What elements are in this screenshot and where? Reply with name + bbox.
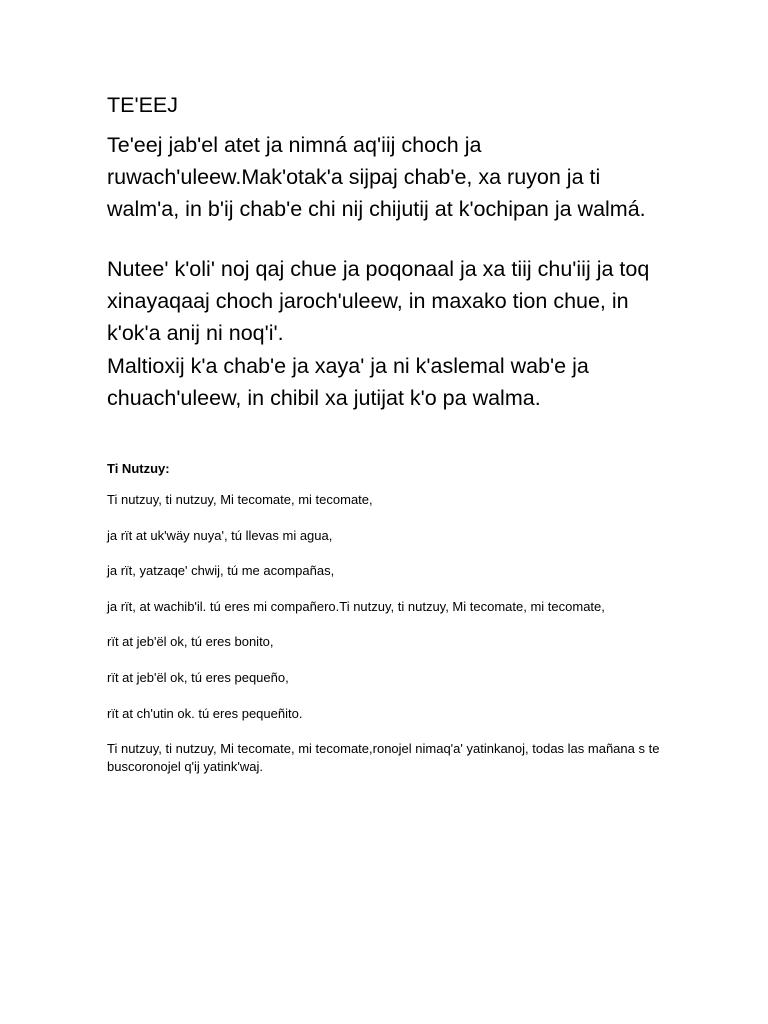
song-line-5: rït at jeb'ël ok, tú eres bonito, xyxy=(107,634,274,649)
song-line-1: Ti nutzuy, ti nutzuy, Mi tecomate, mi tecomate, xyxy=(107,492,373,507)
song-line-7: rït at ch'utin ok. tú eres pequeñito. xyxy=(107,706,303,721)
song-heading: Ti Nutzuy: xyxy=(107,461,170,476)
paragraph-3: Maltioxij k'a chab'e ja xaya' ja ni k'aslemal wab'e ja chuach'uleew, in chibil xa jutijat k'o pa walma. xyxy=(107,354,589,410)
document-title: TE'EEJ xyxy=(107,93,179,117)
song-line-4: ja rït, at wachib'il. tú eres mi compañero.Ti nutzuy, ti nutzuy, Mi tecomate, mi tecomate, xyxy=(107,599,605,614)
song-line-3: ja rït, yatzaqe' chwij, tú me acompañas, xyxy=(107,563,335,578)
song-line-2: ja rït at uk'wäy nuya', tú llevas mi agua, xyxy=(107,528,333,543)
song-line-8: Ti nutzuy, ti nutzuy, Mi tecomate, mi tecomate,ronojel nimaq'a' yatinkanoj, todas las mañana s te buscoronojel q'ij yatink'waj. xyxy=(107,741,660,774)
paragraph-2: Nutee' k'oli' noj qaj chue ja poqonaal ja xa tiij chu'iij ja toq xinayaqaaj choch jaroch'uleew, in maxako tion chue, in k'ok'a anij ni noq'i'. xyxy=(107,257,650,345)
paragraph-1: Te'eej jab'el atet ja nimná aq'iij choch ja ruwach'uleew.Mak'otak'a sijpaj chab'e, xa ruyon ja ti walm'a, in b'ij chab'e chi nij chijutij at k'ochipan ja walmá. xyxy=(107,133,646,221)
song-line-6: rït at jeb'ël ok, tú eres pequeño, xyxy=(107,670,289,685)
